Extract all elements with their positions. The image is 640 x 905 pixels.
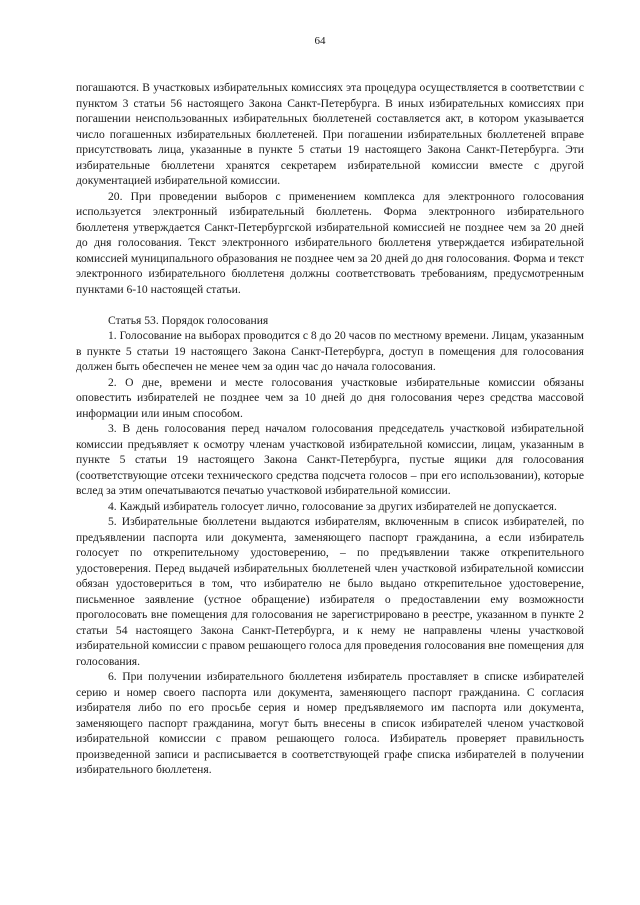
article-paragraph-3: 3. В день голосования перед началом голосования председатель участковой избирательной комиссии предъявляет к осмотру членам участковой избирательной комиссии, лицам, указанным в пункте 5 статьи 19 настоящего Закона Санкт-Петербурга, пустые ящики для голосования (соответствующие отсеки технического средства подсчета голосов – при его использовании), которые вслед за этим опечатываются печатью участковой избирательной комиссии. <box>76 422 584 497</box>
paragraph-item-20: 20. При проведении выборов с применением комплекса для электронного голосования используется электронный избирательный бюллетень. Форма электронного избирательного бюллетеня утверждается Санкт-Петербургской избирательной комиссией не позднее чем за 20 дней до дня голосования. Текст электронного избирательного бюллетеня утверждается избирательной комиссией муниципального образования не позднее чем за 20 дней до дня голосования. Форма и текст электронного избирательного бюллетеня должны соответствовать требованиям, предусмотренным пунктами 6-10 настоящей статьи. <box>76 189 584 296</box>
document-body <box>76 80 584 778</box>
page-number: 64 <box>314 35 326 47</box>
paragraph-continuation: погашаются. В участковых избирательных комиссиях эта процедура осуществляется в соответствии с пунктом 3 статьи 56 настоящего Закона Санкт-Петербурга. В иных избирательных комиссиях при погашении неиспользованных избирательных бюллетеней составляется акт, в котором указывается число погашенных избирательных бюллетеней. При погашении избирательных бюллетеней вправе присутствовать лица, указанные в пункте 5 статьи 19 настоящего Закона Санкт-Петербурга. Эти избирательные бюллетени хранятся секретарем избирательной комиссии вместе с другой документацией избирательной комиссии. <box>76 81 584 187</box>
article-heading: Статья 53. Порядок голосования <box>108 313 269 327</box>
article-paragraph-6: 6. При получении избирательного бюллетеня избиратель проставляет в списке избирателей серию и номер своего паспорта или документа, заменяющего паспорт гражданина. С согласия избирателя либо по его просьбе серия и номер предъявляемого им паспорта или документа, заменяющего паспорт гражданина, могут быть внесены в список избирателей членом участковой избирательной комиссии с правом решающего голоса. Избиратель проверяет правильность произведенной записи и расписывается в соответствующей графе списка избирателей в получении избирательного бюллетеня. <box>76 670 584 776</box>
article-paragraph-4: 4. Каждый избиратель голосует лично, голосование за других избирателей не допускается. <box>108 499 557 513</box>
article-paragraph-5: 5. Избирательные бюллетени выдаются избирателям, включенным в список избирателей, по предъявлении паспорта или документа, заменяющего паспорт гражданина, а если избиратель голосует по открепительному удостоверению, – по предъявлении также открепительного удостоверения. Перед выдачей избирательных бюллетеней член участковой избирательной комиссии обязан удостовериться в том, что избирателю не было выдано открепительное удостоверение, письменное заявление (устное обращение) избирателя о предоставлении ему возможности проголосовать вне помещения для голосования не зарегистрировано в реестре, указанном в пункте 2 статьи 54 настоящего Закона Санкт-Петербурга, и к нему не направлены члены участковой избирательной комиссии с правом решающего голоса для проведения голосования вне помещения для голосования. <box>76 515 584 668</box>
article-paragraph-1: 1. Голосование на выборах проводится с 8 до 20 часов по местному времени. Лицам, указанным в пункте 5 статьи 19 настоящего Закона Санкт-Петербурга, доступ в помещения для голосования должен быть обеспечен не менее чем за один час до начала голосования. <box>76 329 584 373</box>
article-paragraph-2: 2. О дне, времени и месте голосования участковые избирательные комиссии обязаны оповестить избирателей не позднее чем за 10 дней до дня голосования через средства массовой информации или иным способом. <box>76 375 584 420</box>
